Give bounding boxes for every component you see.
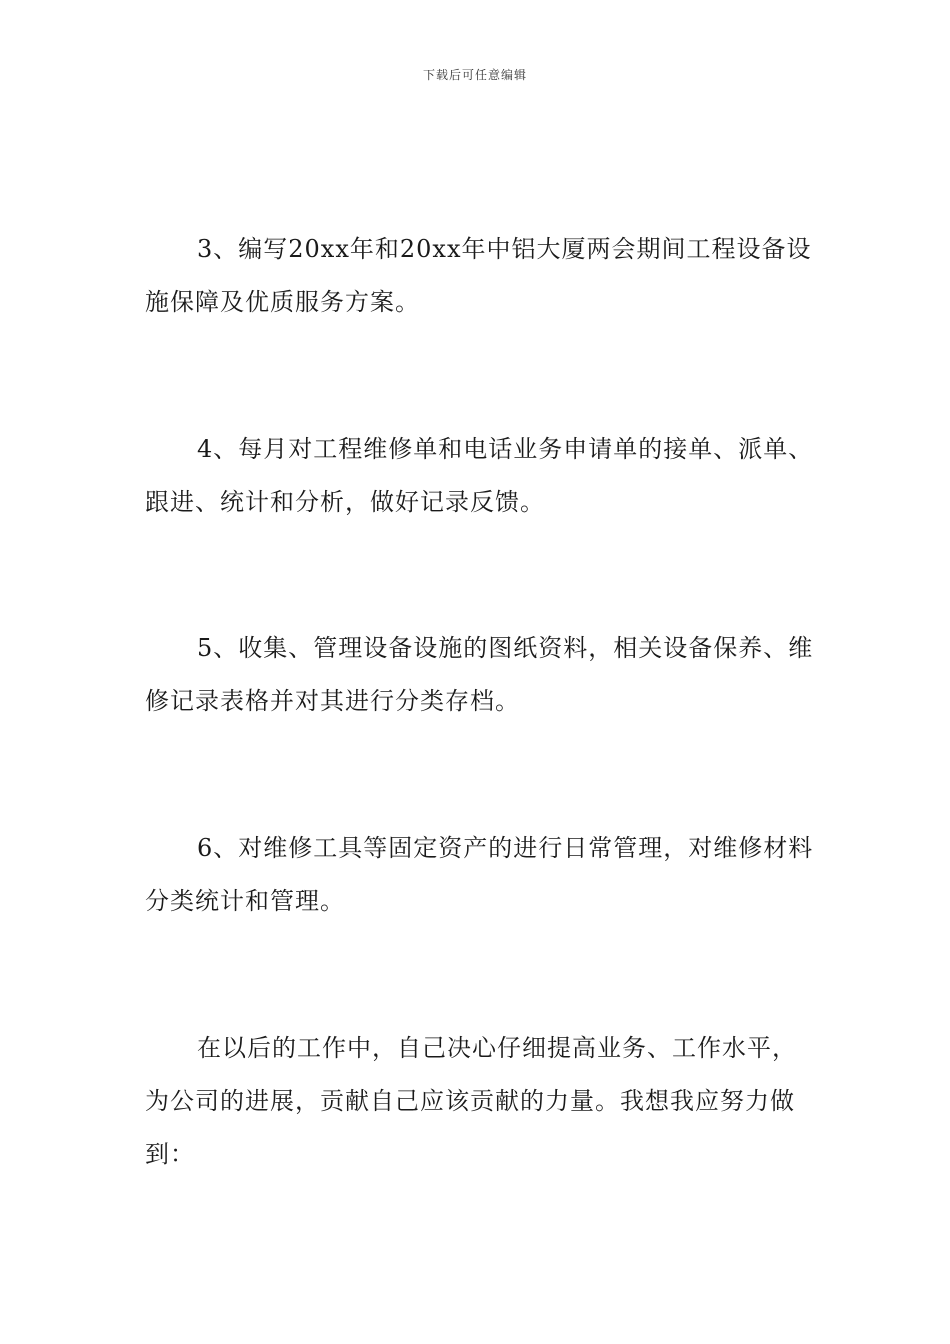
paragraph-item-3: 3、编写20xx年和20xx年中铝大厦两会期间工程设备设施保障及优质服务方案。 xyxy=(145,235,812,316)
paragraph-item-6: 6、对维修工具等固定资产的进行日常管理，对维修材料分类统计和管理。 xyxy=(145,834,814,915)
paragraph-closing: 在以后的工作中，自己决心仔细提高业务、工作水平，为公司的进展，贡献自己应该贡献的力量。我想我应努力做到： xyxy=(145,1034,797,1168)
header-note: 下载后可任意编辑 xyxy=(422,68,527,82)
paragraph-item-5: 5、收集、管理设备设施的图纸资料，相关设备保养、维修记录表格并对其进行分类存档。 xyxy=(145,634,814,715)
paragraph-item-4: 4、每月对工程维修单和电话业务申请单的接单、派单、跟进、统计和分析，做好记录反馈。 xyxy=(145,435,814,516)
